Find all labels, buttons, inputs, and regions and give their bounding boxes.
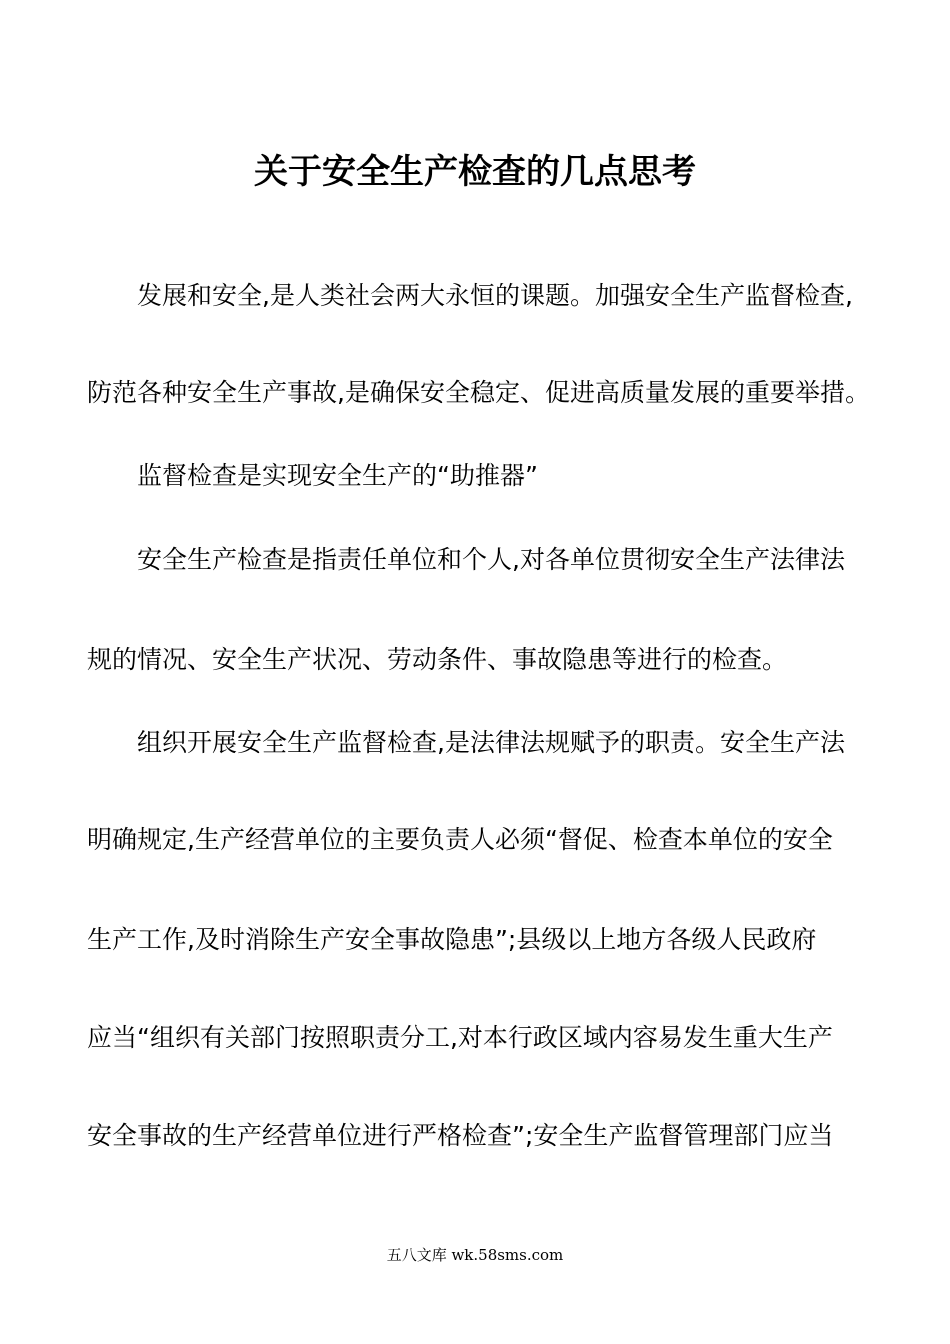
section-heading: 监督检查是实现安全生产的“助推器” [137,461,538,490]
paragraph-2-line-1: 安全生产检查是指责任单位和个人,对各单位贯彻安全生产法律法 [137,545,845,574]
paragraph-3-line-3: 生产工作,及时消除生产安全事故隐患”;县级以上地方各级人民政府 [87,925,817,954]
paragraph-1-line-1: 发展和安全,是人类社会两大永恒的课题。加强安全生产监督检查, [137,281,853,310]
paragraph-3-line-5: 安全事故的生产经营单位进行严格检查”;安全生产监督管理部门应当 [87,1121,834,1150]
document-title: 关于安全生产检查的几点思考 [254,152,696,192]
paragraph-3-line-2: 明确规定,生产经营单位的主要负责人必须“督促、检查本单位的安全 [87,825,833,854]
paragraph-2-line-2: 规的情况、安全生产状况、劳动条件、事故隐患等进行的检查。 [87,645,788,674]
paragraph-3-line-1: 组织开展安全生产监督检查,是法律法规赋予的职责。安全生产法 [137,728,845,757]
paragraph-3-line-4: 应当“组织有关部门按照职责分工,对本行政区域内容易发生重大生产 [87,1023,833,1052]
footer-watermark: 五八文库 wk.58sms.com [386,1246,564,1264]
paragraph-1-line-2: 防范各种安全生产事故,是确保安全稳定、促进高质量发展的重要举措。 [87,378,870,407]
